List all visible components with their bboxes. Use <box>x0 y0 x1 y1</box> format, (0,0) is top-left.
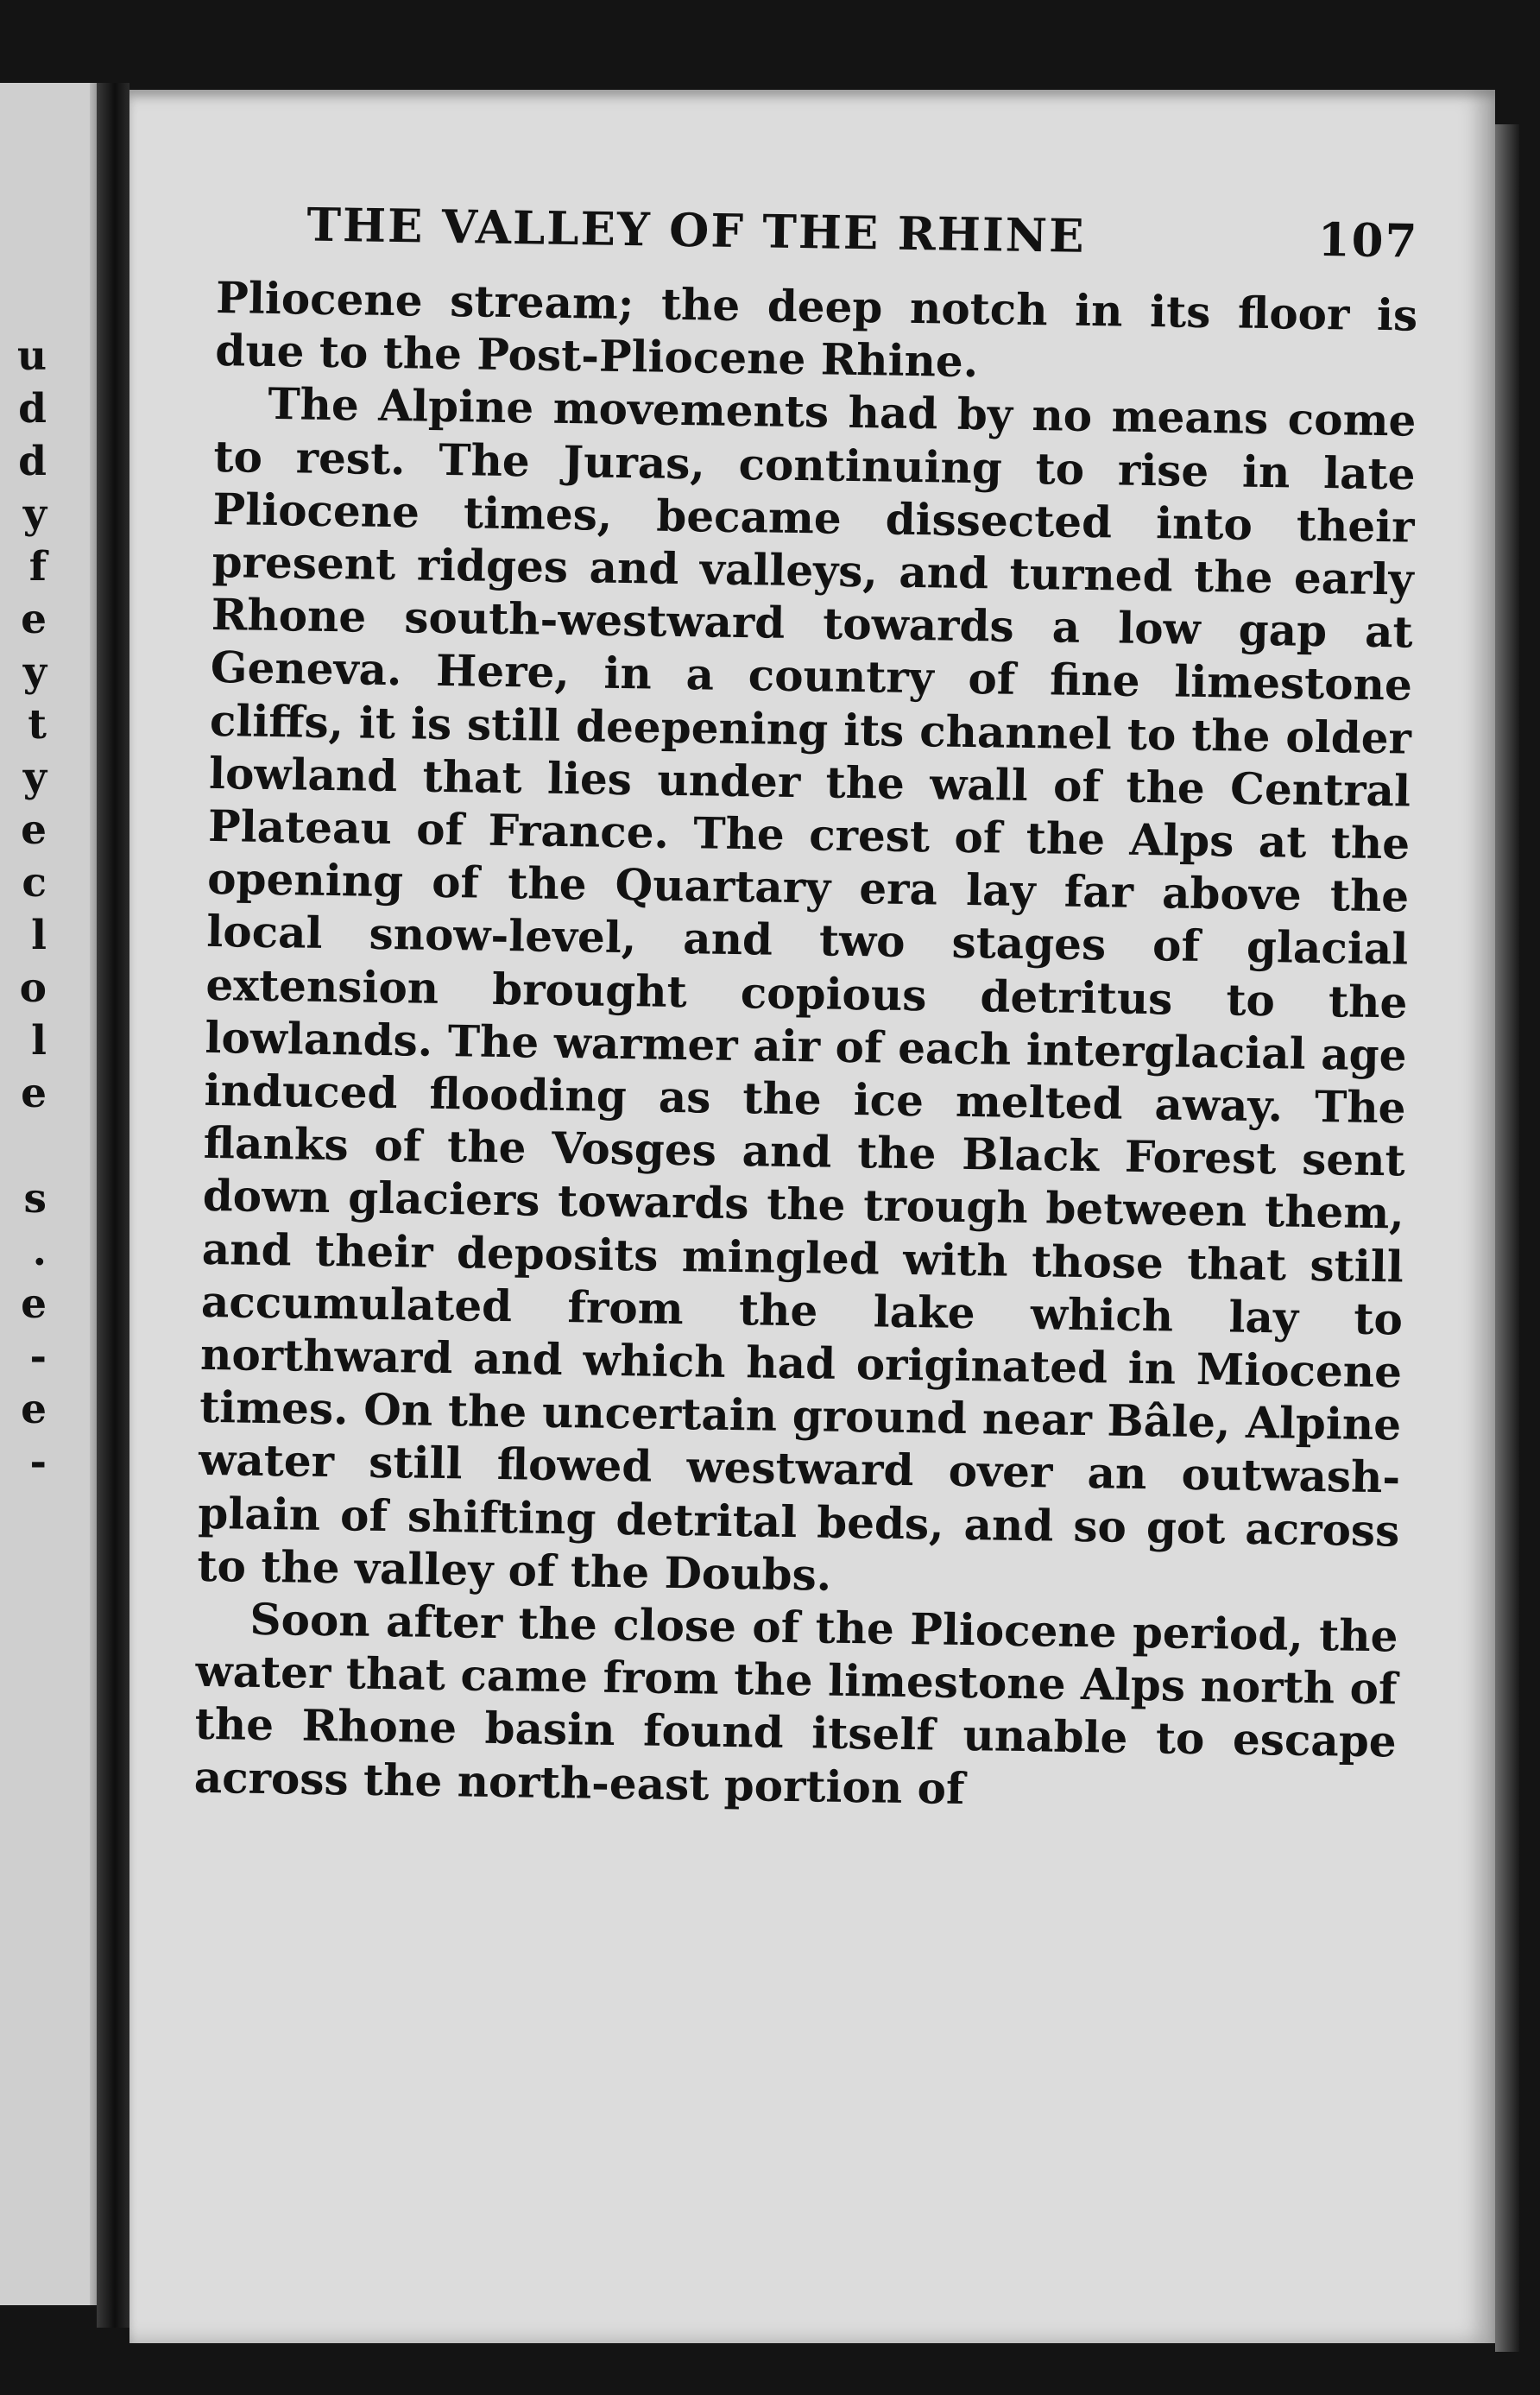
fragment: d <box>18 438 47 485</box>
fragment: c <box>22 859 47 907</box>
fragment: t <box>28 701 47 749</box>
fragment <box>0 1120 47 1172</box>
page-text-block <box>193 197 1418 1821</box>
fragment: o <box>19 964 47 1012</box>
book-gutter <box>97 83 129 2328</box>
fragment: l <box>31 912 47 959</box>
paragraph: Pliocene stream; the deep notch in its floor is due to the Post-Pliocene Rhine. <box>214 271 1418 388</box>
fragment: - <box>29 1438 47 1486</box>
fragment: u <box>16 332 47 380</box>
fragment: s <box>23 1175 47 1223</box>
previous-page-text-fragments <box>0 330 47 1488</box>
page-number: 107 <box>1317 212 1419 269</box>
body-text <box>193 271 1417 1821</box>
fragment: - <box>29 1333 47 1381</box>
running-head-title: THE VALLEY OF THE RHINE <box>306 198 1086 263</box>
fragment: e <box>21 1386 47 1433</box>
fragment: e <box>21 1280 47 1328</box>
fragment: e <box>21 806 47 854</box>
fragment: e <box>21 1070 47 1117</box>
fragment: l <box>31 1017 47 1065</box>
book-page <box>129 90 1495 2343</box>
fragment: d <box>18 385 47 433</box>
fragment: y <box>22 490 47 538</box>
page-right-edge-shadow <box>1495 124 1519 2352</box>
fragment: e <box>21 596 47 643</box>
fragment: y <box>22 754 47 801</box>
paragraph: The Alpine movements had by no means come to rest. The Juras, continuing to rise in late Pliocene times, became dissected into their present ridges and valleys, and turned the early Rhone south-westward towards a low gap at Geneva. Here, in a country of fine limestone cliffs, it is still deepening its channel to the older lowland that lies under the wall of the Central Plateau of France. The crest of the Alps at the opening of the Quartary era lay far above the local snow-level, and two stages of glacial extension brought copious detritus to the lowlands. The warmer air of each interglacial age induced flooding as the ice melted away. The flanks of the Vosges and the Black Forest sent down glaciers towards the trough between them, and their deposits mingled with those that still accumulated from the lake which lay to northward and which had originated in Miocene times. On the uncertain ground near Bâle, Alpine water still flowed westward over an outwash-plain of shifting detrital beds, and so got across to the valley of the Doubs. <box>197 378 1417 1601</box>
fragment: f <box>28 543 47 591</box>
fragment: . <box>32 1228 47 1275</box>
paragraph: Soon after the close of the Pliocene period, the water that came from the limestone Alps north of the Rhone basin found itself unable to escape across the north-east portion of <box>193 1593 1398 1814</box>
fragment: y <box>22 648 47 696</box>
